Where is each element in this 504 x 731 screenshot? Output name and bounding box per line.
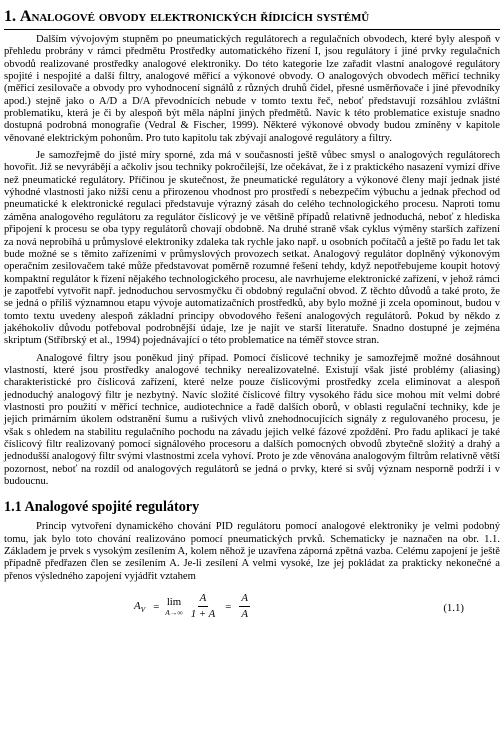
equation-number: (1.1) — [443, 602, 464, 615]
paragraph-intro: Dalším vývojovým stupněm po pneumatických regulátorech a regulačních obvodech, které byly alespoň v přehledu probrány v rámci předmětu Prostředky automatického řízení I, jsou regulátory i jiné prvky regulačních obvodů realizované prostředky analogové elektroniky. Do této kategorie lze zařadit vlastní analogové regulátory spojité i nespojité a další filtry, analogové měřicí a výkonové obvody. O analogových obvodech měřicí techniky (měřicí zesilovače a obvody pro vyhodnocení signálů z různých druhů čidel, přesné usměrňovače i jiné převodníky apod.) stejně jako o A/D a D/A převodnících nebude v tomto textu řeč, neboť představují rozsáhlou zvláštní problematiku, která je či by alespoň být měla náplní jiných předmětů. Navíc k této problematice existuje snadno dostupná podrobná monografie (Vedral & Fischer, 1999). Některé výkonové obvody budou zmíněny v kapitole věnované elektrickým pohonům. Pro tuto kapitolu tak zbývají analogové regulátory a filtry. — [4, 34, 500, 144]
section-number: 1.1 — [4, 499, 22, 516]
section-heading — [4, 499, 500, 516]
equation-lhs: $A_V$ — [134, 599, 146, 614]
paragraph-filters: Analogové filtry jsou poněkud jiný případ. Pomocí číslicové techniky je samozřejmě možné dosáhnout vlastností, které jsou prostředky analogové techniky nerealizovatelné. Existují však jisté problémy (aliasing) charakteristické pro číslicová zařízení, které nelze pouze číslicovými prostředky zcela eliminovat a alespoň jednoduchý analogový filtr je nezbytný. Navíc složité číslicové filtry vysokého řádu sice mohou mít velmi dobré vlastnosti pro použití v měřicí technice, audiotechnice a řadě dalších oborů, v oblasti regulační techniky, kde je jejich primárním úkolem odstranění šumu a rušivých vlivů znehodnocujících signály z regulovaného procesu, je však s ohledem na stabilitu regulačního pochodu na závadu jejich velké fázové zpoždění. Pro řadu aplikací je také číslicový filtr realizovaný pomocí signálového procesoru a dalších pomocných obvodů zbytečně složitý a drahý a jednodušší analogový filtr svými vlastnostmi zcela vyhoví. Proto je zde věnována analogovým filtrům relativně větší pozornost, neboť na rozdíl od analogových regulátorů se jedná o prvky, které si svůj význam nesporně podrží i v budoucnu. — [4, 352, 500, 488]
equation-fraction-1: $\frac{A}{1 + A}$ — [190, 592, 216, 621]
chapter-title-text: Analogové obvody elektronických řídicích systémů — [19, 7, 370, 25]
chapter-number: 1. — [4, 7, 16, 25]
chapter-title — [4, 6, 500, 26]
equation-body — [134, 592, 254, 621]
equation-equals: = — [153, 600, 160, 613]
section-title-text: Analogové spojité regulátory — [24, 499, 200, 516]
title-rule — [4, 29, 500, 30]
paragraph-principle: Princip vytvoření dynamického chování PID regulátoru pomocí analogové elektroniky je velmi podobný tomu, jak bylo toto chování realizováno pomocí pneumatických prvků. Schematicky je naznačen na obr. 1.1. Základem je prvek s vysokým zesílením A, kolem něhož je uzavřena záporná zpětná vazba. Celému zapojení je ještě případně předřazen člen se zesílením A. Je-li zesílení A velmi vysoké, lze jej pokládat za prakticky nekonečné a přenos výsledného zapojení vyjádřit vztahem — [4, 521, 500, 582]
equation-1-1 — [4, 588, 500, 628]
paragraph-regulators: Je samozřejmě do jisté míry sporné, zda má v současnosti ještě vůbec smysl o analogových regulátorech hovořit. Již se nevyrábějí a ačkoliv jsou techniky pokročilejší, lze očekávat, že i z praktického nasazení vymizí dříve než pneumatické regulátory. Příčinou je skutečnost, že pneumatické regulátory a výkonové členy mají jednak jisté výhodné vlastnosti jako nižší cenu a přirozenou vhodnost pro prostředí s nebezpečím výbuchu a jednak přechod od pneumatické k elektronické regulaci představuje výrazný zásah do celého technologického procesu. Naproti tomu záměna analogového regulátoru za regulátor číslicový je ve většině případů relativně jednoduchá, neboť z hlediska připojení k procesu se oba typy regulátorů chovají obdobně. Na druhé straně však cyklus výměny starších zařízení za nová neprobíhá u průmyslové elektroniky zdaleka tak rychle jako např. u osobních počítačů a ještě po řadu let tak bude možné se s těmito zařízeními v průmyslových provozech setkat. Analogový regulátor doplněný výkonovým operačním zesilovačem také může představovat poměrně rozumné řešení tehdy, když nepotřebujeme koupit hotový kompaktní regulátor k řízení nějakého technologického procesu, ale navrhujeme elektronické zařízení, v jehož rámci je zapotřebí vytvořit např. jednoduchou servosmyčku či obdobný regulační obvod. Z těchto důvodů a také proto, že se jedná o příliš významnou etapu vývoje automatizačních prostředků, aby bylo možné ji zcela opominout, budou v tomto textu uvedeny alespoň základní principy obvodového řešení analogových regulátorů. Pokud by někdo z jakéhokoliv důvodu potřeboval podrobnější údaje, lze je najít ve starší literatuře. Snadno dostupné je zejména skriptum (Stříbrský et al., 1994) pojednávající o této problematice na téměř stovce stran. — [4, 150, 500, 347]
equation-limit: lim A→∞ — [165, 596, 183, 618]
equation-fraction-2: $\frac{A}{A}$ — [241, 592, 248, 621]
equation-equals-2: = — [225, 600, 232, 613]
